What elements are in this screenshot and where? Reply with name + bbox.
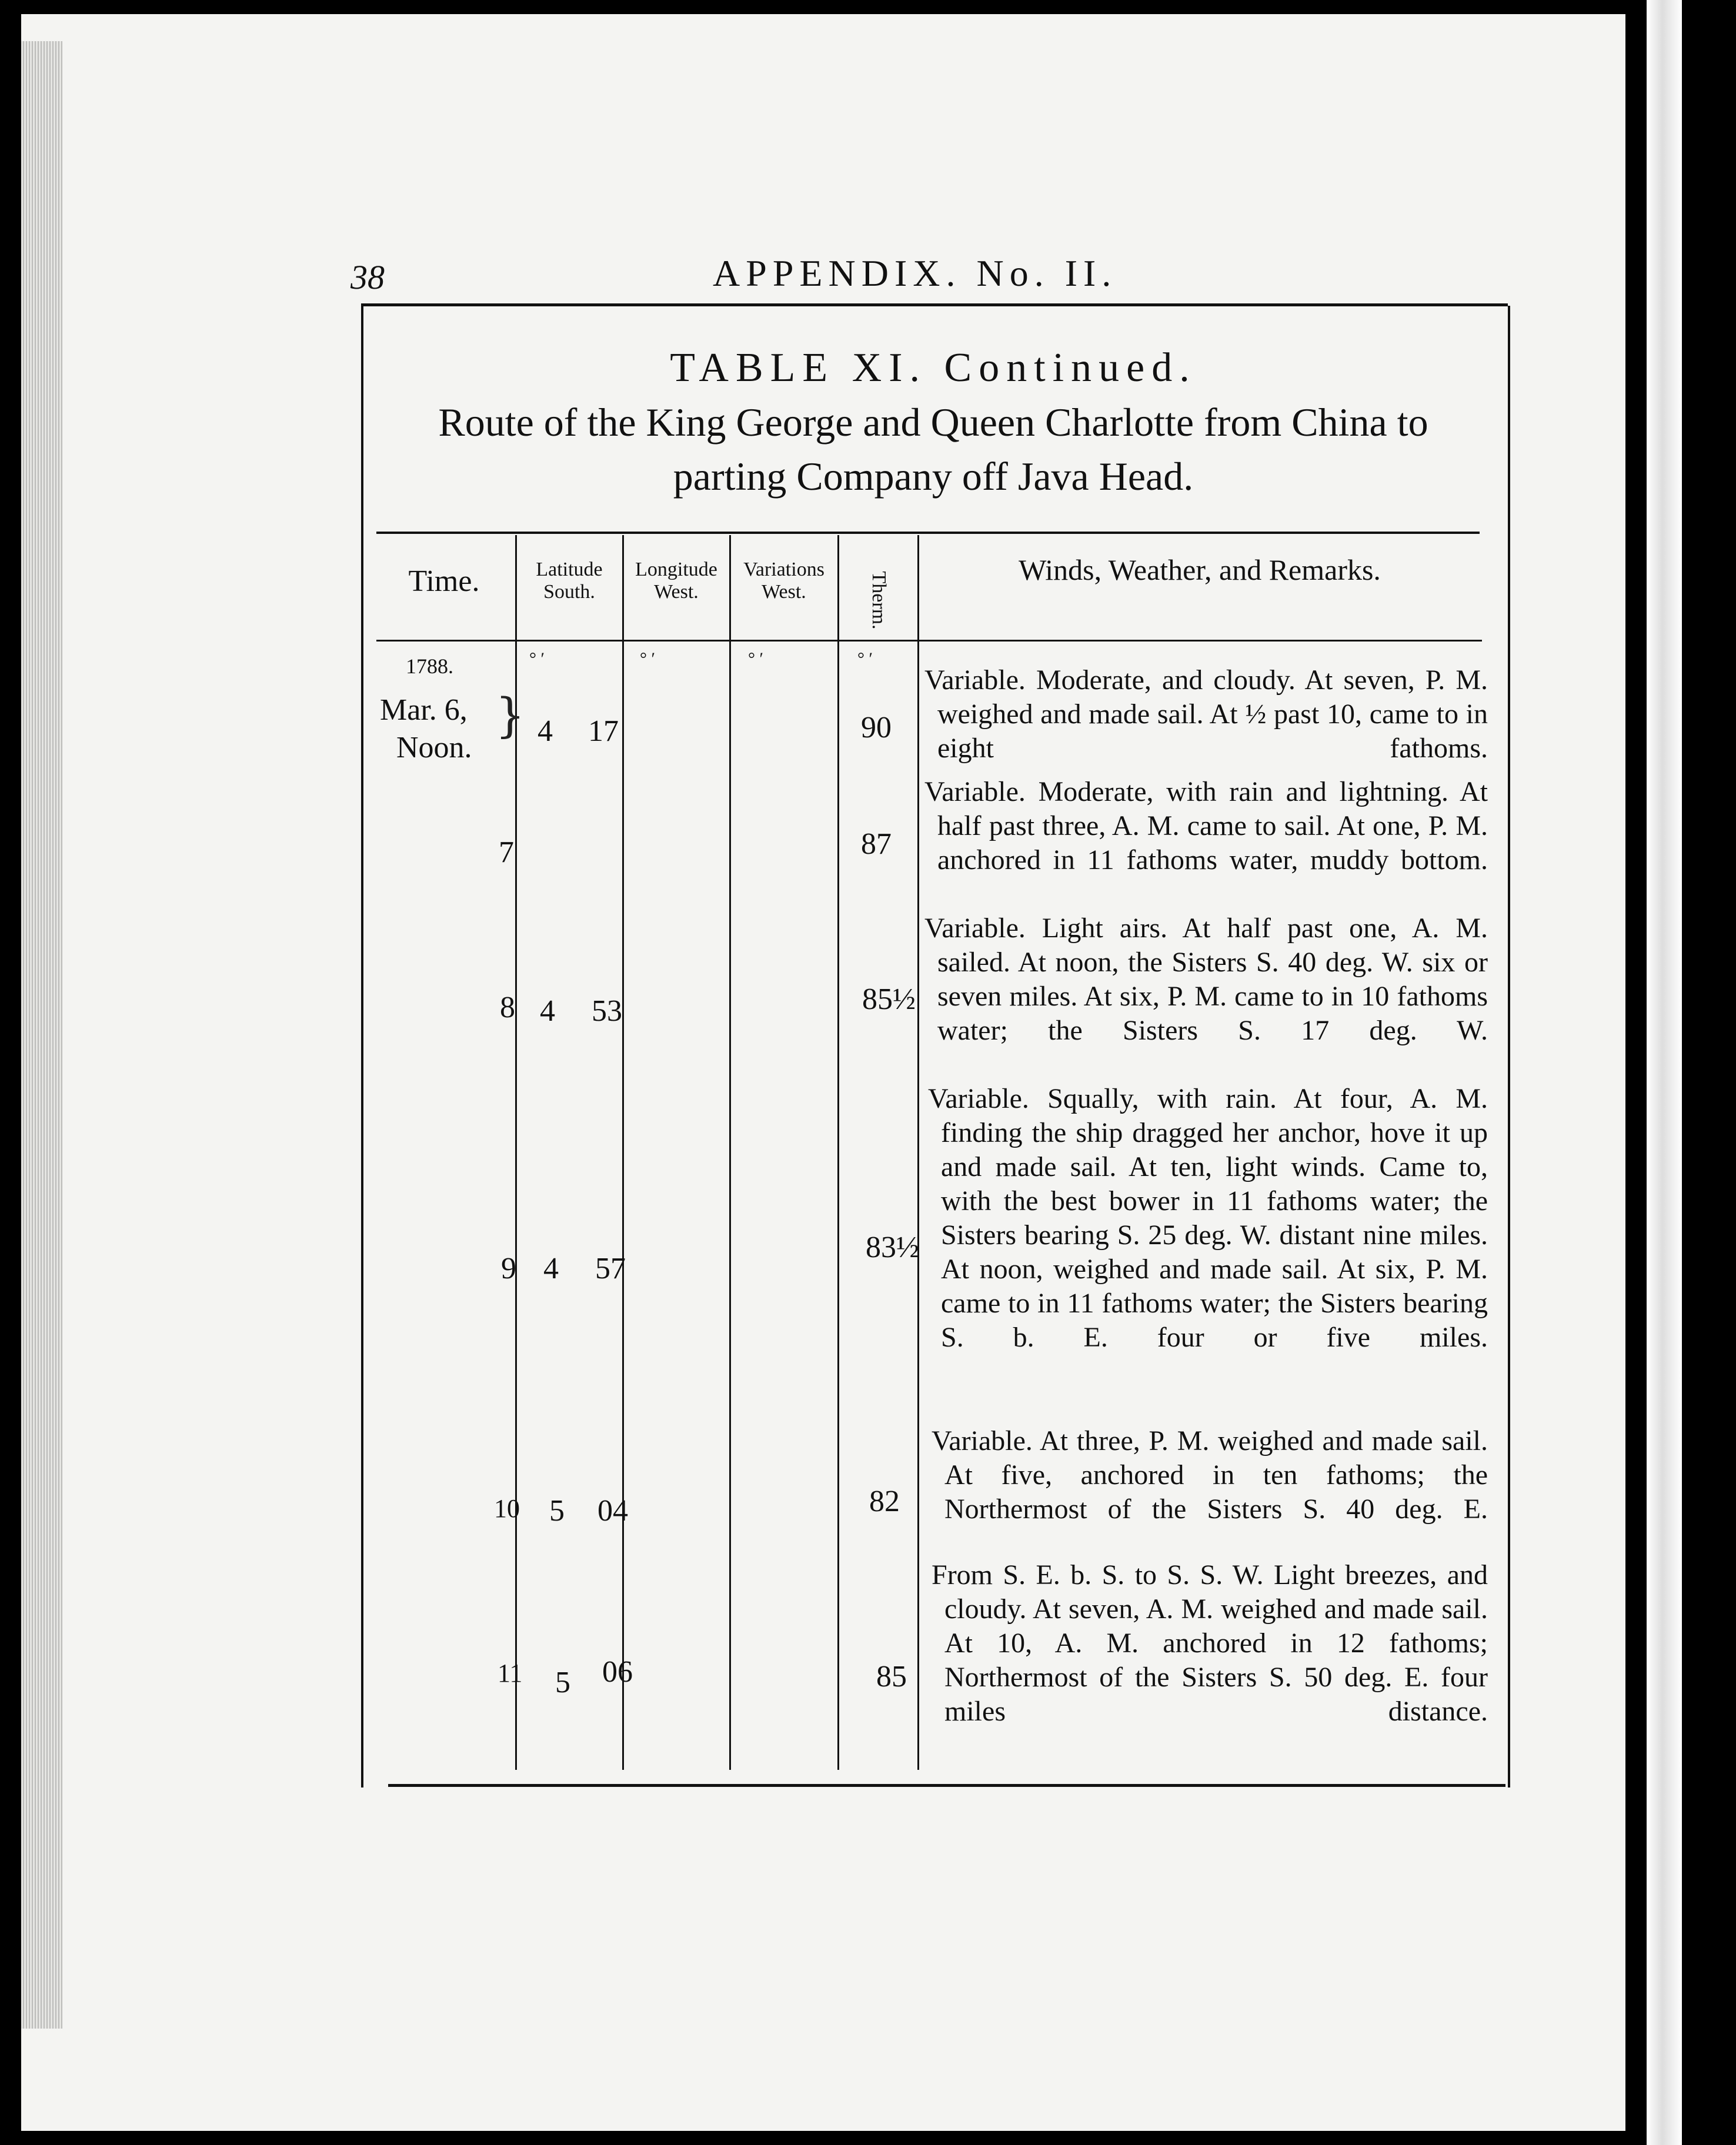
time-cell: 9 xyxy=(501,1252,516,1285)
table-subtitle-line2: parting Company off Java Head. xyxy=(673,454,1194,499)
col-divider xyxy=(837,535,839,1770)
page-edges xyxy=(21,41,62,2029)
header-time: Time. xyxy=(408,564,480,598)
lat-min-cell: 53 xyxy=(592,994,622,1028)
top-rule xyxy=(361,303,1508,306)
degree-mark: ° ′ xyxy=(640,649,656,669)
therm-cell: 90 xyxy=(861,711,892,744)
header-longitude: Longitude West. xyxy=(635,559,717,603)
col-divider xyxy=(917,535,919,1770)
lat-deg-cell: 5 xyxy=(549,1494,565,1528)
therm-cell: 87 xyxy=(861,827,892,861)
remarks-cell xyxy=(924,663,1488,766)
lat-deg-cell: 4 xyxy=(543,1252,559,1285)
degree-mark: ° ′ xyxy=(748,649,764,669)
header-rule xyxy=(376,640,1482,642)
col-divider xyxy=(729,535,731,1770)
brace-glyph: } xyxy=(495,688,525,743)
remarks-cell xyxy=(928,1082,1488,1355)
remarks-cell xyxy=(932,1424,1488,1526)
lat-min-cell: 06 xyxy=(602,1655,633,1689)
remarks-text: Variable. Squally, with rain. At four, A. M. finding the ship dragged her anchor, hove it up and made sail. At ten, light winds. Came to, with the best bower in 11 fathoms water; the Sisters bearing S. 25 deg. W. distant nine miles. At noon, weighed and made sail. At six, P. M. came to in 11 fathoms water; the Sisters bearing S. b. E. four or five miles. xyxy=(928,1083,1488,1353)
remarks-text: Variable. Light airs. At half past one, A. M. sailed. At noon, the Sisters S. 40 deg. W. six or seven miles. At six, P. M. came to in 10 fathoms water; the Sisters S. 17 deg. W. xyxy=(924,913,1488,1046)
lat-deg-cell: 4 xyxy=(540,994,555,1028)
therm-cell: 83½ xyxy=(866,1231,919,1264)
lat-deg-cell: 4 xyxy=(538,714,553,748)
header-variations: Variations West. xyxy=(743,559,824,603)
running-title: APPENDIX. No. II. xyxy=(713,252,1117,294)
remarks-text: Variable. Moderate, and cloudy. At seven, P. M. weighed and made sail. At ½ past 10, came to in eight fathoms. xyxy=(924,664,1488,764)
lat-min-cell: 57 xyxy=(595,1252,626,1285)
remarks-cell xyxy=(932,1558,1488,1729)
remarks-text: Variable. At three, P. M. weighed and made sail. At five, anchored in ten fathoms; the Northermost of the Sisters S. 40 deg. E. xyxy=(932,1425,1488,1525)
facing-page-edge xyxy=(1647,0,1682,2145)
lat-min-cell: 04 xyxy=(597,1494,628,1528)
lat-deg-cell: 5 xyxy=(555,1666,570,1699)
time-cell-2: Noon. xyxy=(396,731,472,764)
table-title: TABLE XI. Continued. xyxy=(670,345,1197,390)
remarks-cell xyxy=(924,775,1488,877)
therm-cell: 82 xyxy=(869,1485,900,1518)
col-divider xyxy=(622,535,624,1770)
year-label: 1788. xyxy=(406,654,453,678)
remarks-text: Variable. Moderate, with rain and lightning. At half past three, A. M. came to sail. At one, P. M. anchored in 11 fathoms water, muddy bottom. xyxy=(924,776,1488,876)
time-cell: 10 xyxy=(494,1494,520,1523)
caption-rule xyxy=(376,532,1480,534)
degree-mark: ° ′ xyxy=(857,649,873,669)
remarks-cell xyxy=(924,911,1488,1048)
table-caption xyxy=(361,341,1505,503)
time-cell: Mar. 6, xyxy=(380,693,468,727)
therm-cell: 85 xyxy=(876,1660,907,1693)
time-cell: 11 xyxy=(498,1659,523,1688)
remarks-text: From S. E. b. S. to S. S. W. Light breezes, and cloudy. At seven, A. M. weighed and made sail. At 10, A. M. anchored in 12 fathoms; Northermost of the Sisters S. 50 deg. E. four miles distance. xyxy=(932,1559,1488,1727)
header-remarks: Winds, Weather, and Remarks. xyxy=(1019,553,1381,586)
page-number: 38 xyxy=(350,258,385,296)
header-therm: Therm. xyxy=(868,571,890,630)
running-head xyxy=(350,246,1221,305)
degree-mark: ° ′ xyxy=(529,649,545,669)
time-cell: 8 xyxy=(500,991,515,1024)
time-cell: 7 xyxy=(499,836,514,869)
lat-min-cell: 17 xyxy=(588,714,619,748)
bottom-rule xyxy=(388,1784,1505,1787)
therm-cell: 85½ xyxy=(862,983,916,1016)
header-latitude: Latitude South. xyxy=(536,559,603,603)
table-subtitle-line1: Route of the King George and Queen Charlotte from China to xyxy=(438,400,1428,445)
